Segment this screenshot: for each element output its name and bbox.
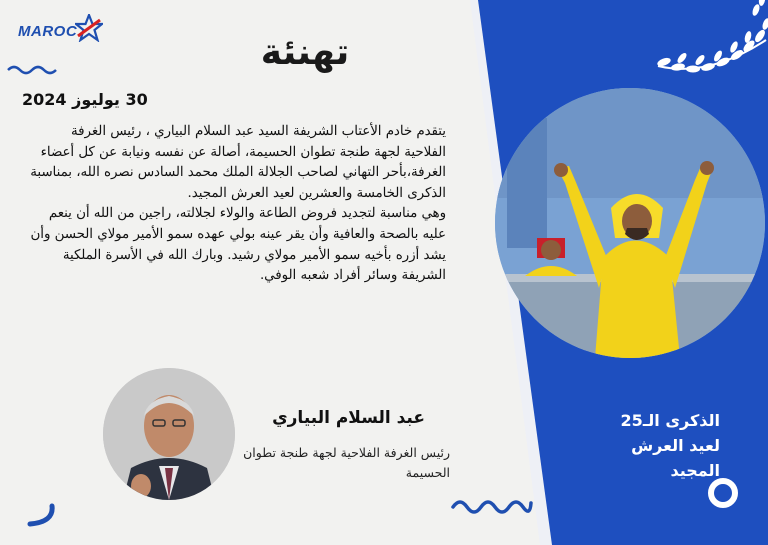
arc-icon [24,500,58,530]
anniversary-text [590,408,720,483]
message-paragraph-2: وهي مناسبة لتجديد فروض الطاعة والولاء لجلالته، راجين من الله أن ينعم عليه بالصحة والعافية وأن يقر عينه بولي عهده سمو الأمير مولاي الحسن وأن يشد أزره بأخيه سمو الأمير مولاي رشيد. وبارك الله في الأسرة الملكية الشريفة وسائر أفراد شعبه الوفي. [30,206,446,284]
signatory-portrait-photo [103,368,235,500]
king-portrait-photo [495,88,765,358]
signatory-name: عبد السلام البياري [272,408,425,428]
anniversary-line-3: المجيد [670,461,720,480]
ring-icon [705,475,741,511]
laurel-icon [648,0,768,80]
page-title: تهنئة [260,32,350,73]
date-label: 30 يوليوز 2024 [22,90,148,109]
anniversary-line-2: لعيد العرش [631,436,720,455]
bottom-wave-icon [450,495,534,519]
signatory-role: رئيس الغرفة الفلاحية لجهة طنجة تطوان الحسيمة [243,445,450,480]
logo-text: MAROC [18,22,78,40]
logo-star-icon [75,14,103,42]
anniversary-line-1: الذكرى الـ25 [620,411,720,430]
message-paragraph-1: يتقدم خادم الأعتاب الشريفة السيد عبد السلام البياري ، رئيس الغرفة الفلاحية لجهة طنجة تطوان الحسيمة، أصالة عن نفسه ونيابة عن كل أعضاء الغرفة،بأحر التهاني لصاحب الجلالة الملك محمد السادس نصره الله، بمناسبة الذكرى الخامسة والعشرين لعيد العرش المجيد. [30,124,446,201]
message-body [28,122,446,287]
wave-icon [6,62,58,78]
brand-logo [18,20,103,42]
